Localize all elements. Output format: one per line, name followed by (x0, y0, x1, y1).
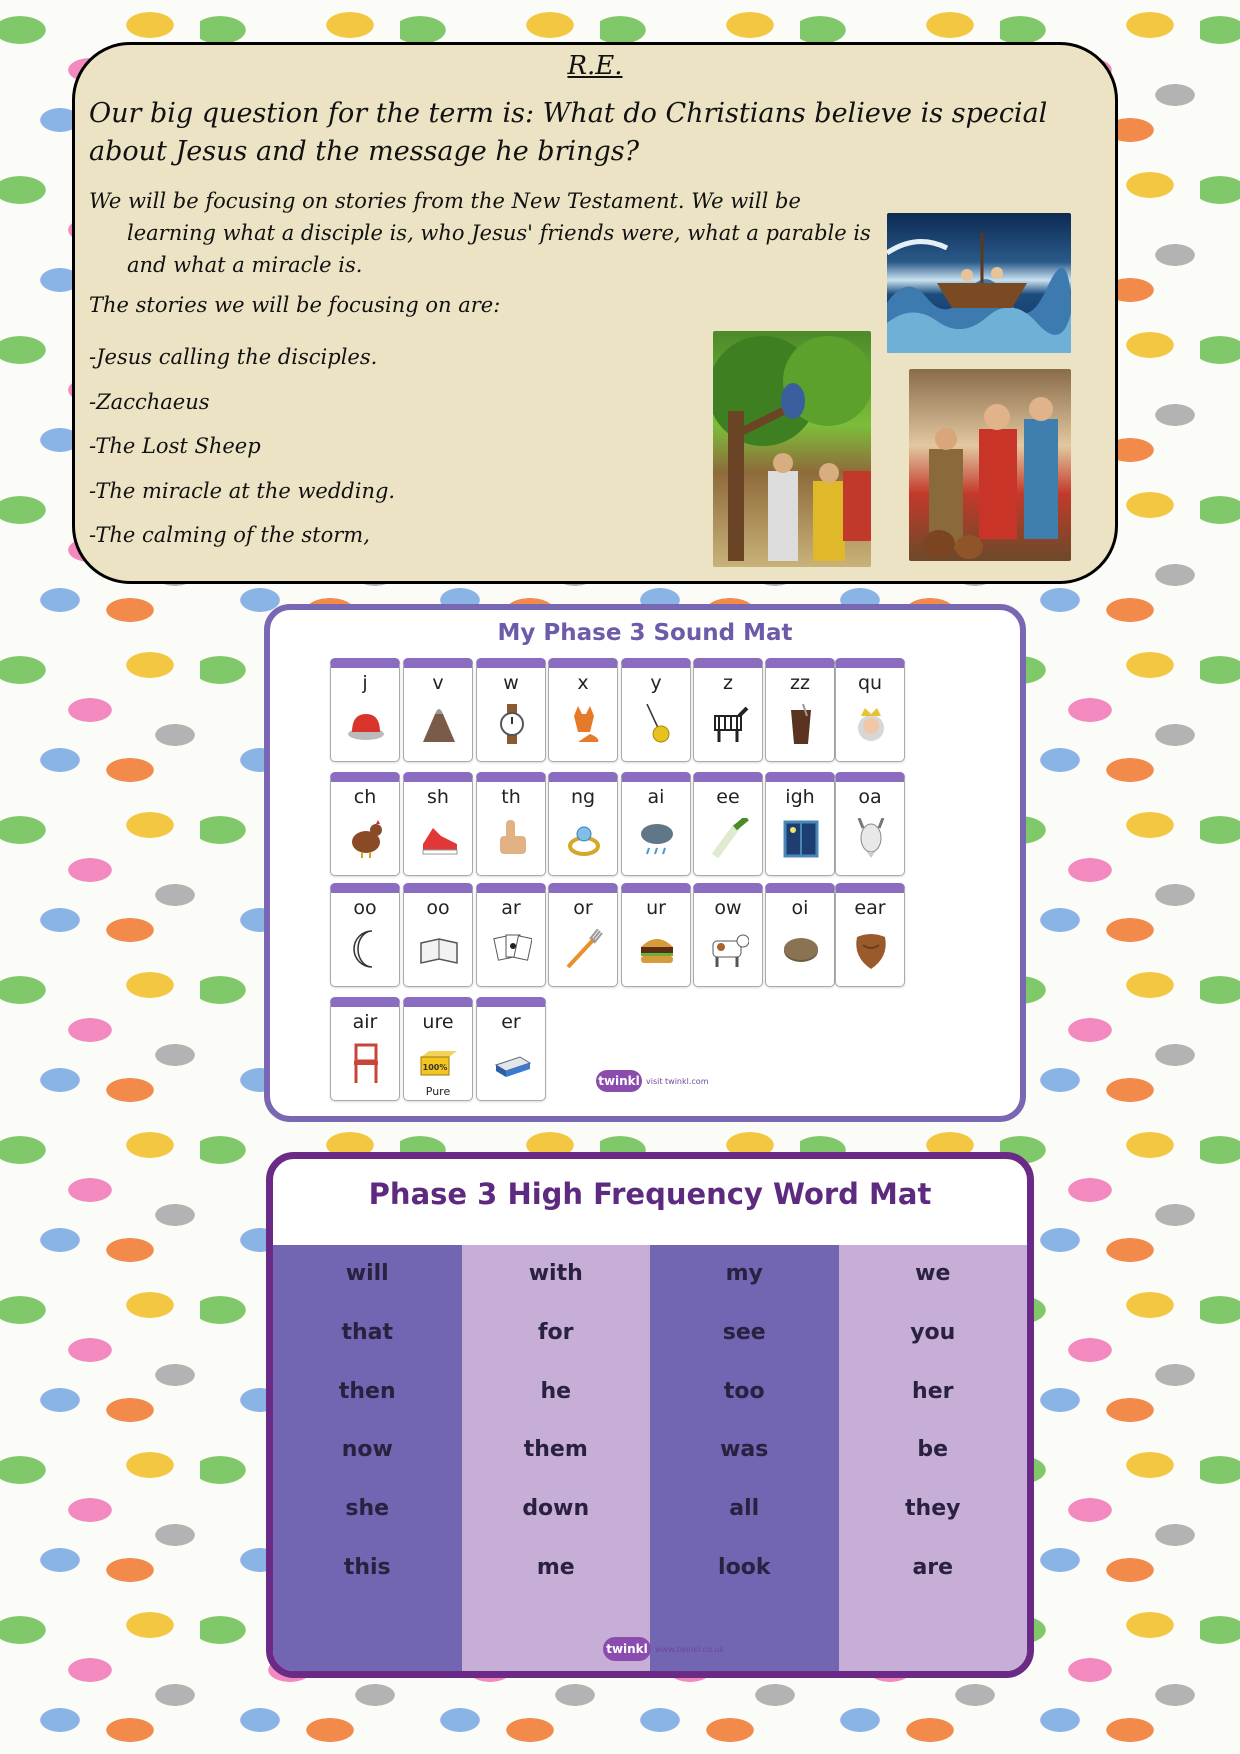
hfw-word: with (528, 1261, 583, 1286)
beard-icon (851, 929, 891, 969)
sound-letters: x (577, 672, 589, 694)
sound-card-er (476, 997, 546, 1101)
sound-mat-title: My Phase 3 Sound Mat (497, 620, 793, 646)
fizzy-drink-icon (781, 704, 821, 744)
hfw-word-columns (273, 1245, 1027, 1678)
leek-icon (709, 818, 749, 858)
goat-icon (851, 818, 891, 858)
cards-icon (492, 929, 532, 969)
queen-icon (851, 704, 891, 744)
sound-letters: ch (353, 786, 377, 808)
sound-card-ur (621, 883, 691, 987)
sound-card-oo (330, 883, 400, 987)
sound-letters: ow (714, 897, 742, 919)
sound-card-sh (403, 772, 473, 876)
twinkl-url: www.twinkl.co.uk (655, 1645, 725, 1654)
sound-letters: y (650, 672, 662, 694)
sound-letters: air (352, 1011, 378, 1033)
sound-letters: igh (785, 786, 815, 808)
sound-card-ure (403, 997, 473, 1101)
twinkl-url: visit twinkl.com (646, 1077, 709, 1086)
sound-letters: oi (791, 897, 809, 919)
sound-letters: j (362, 672, 368, 694)
sound-card-v (403, 658, 473, 762)
svg-text:100%: 100% (422, 1063, 448, 1072)
thumb-icon (492, 818, 532, 858)
sound-card-ai (621, 772, 691, 876)
sound-letters: or (573, 897, 593, 919)
burger-icon (637, 929, 677, 969)
sound-letters: w (503, 672, 519, 694)
high-frequency-word-mat (266, 1152, 1034, 1678)
sound-card-j (330, 658, 400, 762)
zacchaeus-in-tree-painting (713, 331, 871, 567)
wedding-at-cana-painting (909, 369, 1071, 561)
hfw-column (273, 1245, 462, 1678)
hfw-word: for (537, 1319, 574, 1345)
hfw-word: she (345, 1496, 390, 1522)
sound-card-x (548, 658, 618, 762)
coin-icon (781, 929, 821, 969)
re-intro-text: We will be focusing on stories from the New Testament. We will be learning what a disciple is, who Jesus' friends were, what a parable is and what a miracle is. (89, 189, 871, 277)
hfw-column (462, 1245, 651, 1678)
eraser-icon (492, 1043, 532, 1083)
story-item: -The Lost Sheep (89, 434, 261, 458)
night-window-icon (781, 818, 821, 858)
sound-card-z (693, 658, 763, 762)
stories-list (89, 335, 395, 558)
sound-card-th (476, 772, 546, 876)
sound-card-ee (693, 772, 763, 876)
sound-letters: oo (426, 897, 450, 919)
hfw-word: her (912, 1378, 954, 1404)
twinkl-logo: twinkl (603, 1637, 651, 1661)
sound-letters: ai (647, 786, 665, 808)
chair-icon (346, 1043, 386, 1083)
sound-letters: v (432, 672, 444, 694)
re-card (72, 42, 1118, 584)
hfw-word: are (912, 1554, 954, 1580)
story-item: -Jesus calling the disciples. (89, 345, 378, 369)
hfw-word: be (917, 1437, 949, 1463)
storm-at-sea-painting (887, 213, 1071, 353)
hfw-word: was (720, 1437, 769, 1463)
sound-card-ar (476, 883, 546, 987)
watch-icon (492, 704, 532, 744)
story-item: -The calming of the storm, (89, 523, 370, 547)
hfw-word: down (522, 1496, 590, 1522)
hfw-word: my (725, 1261, 763, 1286)
sound-card-igh (765, 772, 835, 876)
hfw-word: them (523, 1437, 588, 1463)
sound-letters: z (723, 672, 733, 694)
shoe-icon (419, 818, 459, 858)
sound-letters: ar (501, 897, 521, 919)
hfw-word: see (722, 1319, 766, 1345)
hfw-mat-title: Phase 3 High Frequency Word Mat (368, 1177, 932, 1211)
hfw-word: look (718, 1554, 771, 1580)
sound-letters: zz (790, 672, 810, 694)
fox-icon (564, 704, 604, 744)
big-question: Our big question for the term is: What do Christians believe is special about Jesus and the message he brings? (89, 98, 1048, 167)
hfw-word: this (343, 1554, 391, 1580)
story-item: -Zacchaeus (89, 389, 210, 414)
sound-letters: ear (854, 897, 886, 919)
ring-icon (564, 818, 604, 858)
twinkl-logo: twinkl (596, 1070, 642, 1092)
story-item: -The miracle at the wedding. (89, 478, 396, 503)
sound-card-ear (835, 883, 905, 987)
jelly-icon (346, 704, 386, 744)
sound-card-zz (765, 658, 835, 762)
sound-letters: er (501, 1011, 521, 1033)
sound-caption: Pure (425, 1085, 451, 1098)
pure-box-icon (419, 1043, 459, 1083)
zebra-icon (709, 704, 749, 744)
sound-card-or (548, 883, 618, 987)
moon-icon (346, 929, 386, 969)
hfw-word: that (341, 1319, 394, 1345)
stories-heading: The stories we will be focusing on are: (89, 293, 501, 317)
sound-card-oo (403, 883, 473, 987)
sound-letters: qu (857, 672, 883, 694)
hfw-word: they (905, 1496, 961, 1522)
hfw-column (839, 1245, 1028, 1678)
sound-card-y (621, 658, 691, 762)
hfw-word: all (729, 1496, 760, 1522)
sound-card-ow (693, 883, 763, 987)
hfw-column (650, 1245, 839, 1678)
fork-icon (564, 929, 604, 969)
hfw-word: too (723, 1378, 765, 1404)
hfw-word: then (338, 1378, 396, 1404)
sound-card-air (330, 997, 400, 1101)
sound-card-ng (548, 772, 618, 876)
sound-letters: ng (570, 786, 596, 808)
sound-card-oa (835, 772, 905, 876)
yo-yo-icon (637, 704, 677, 744)
sound-card-qu (835, 658, 905, 762)
hfw-word: you (910, 1319, 956, 1345)
rain-cloud-icon (637, 818, 677, 858)
hfw-word: we (915, 1261, 951, 1286)
cow-icon (709, 929, 749, 969)
sound-letters: oa (858, 786, 882, 808)
chicken-icon (346, 818, 386, 858)
sound-letters: sh (427, 786, 449, 808)
phase3-sound-mat (264, 604, 1026, 1122)
sound-letters: ee (716, 786, 740, 808)
re-title: R.E. (567, 51, 623, 81)
hfw-word: will (345, 1261, 389, 1286)
sound-card-oi (765, 883, 835, 987)
hfw-word: me (536, 1554, 575, 1580)
sound-card-w (476, 658, 546, 762)
sound-card-ch (330, 772, 400, 876)
sound-letters: th (501, 786, 521, 808)
volcano-icon (419, 704, 459, 744)
sound-letters: oo (353, 897, 377, 919)
hfw-word: he (540, 1378, 572, 1404)
sound-letters: ure (422, 1011, 454, 1033)
sound-letters: ur (646, 897, 666, 919)
book-icon (419, 929, 459, 969)
hfw-word: now (341, 1437, 393, 1463)
